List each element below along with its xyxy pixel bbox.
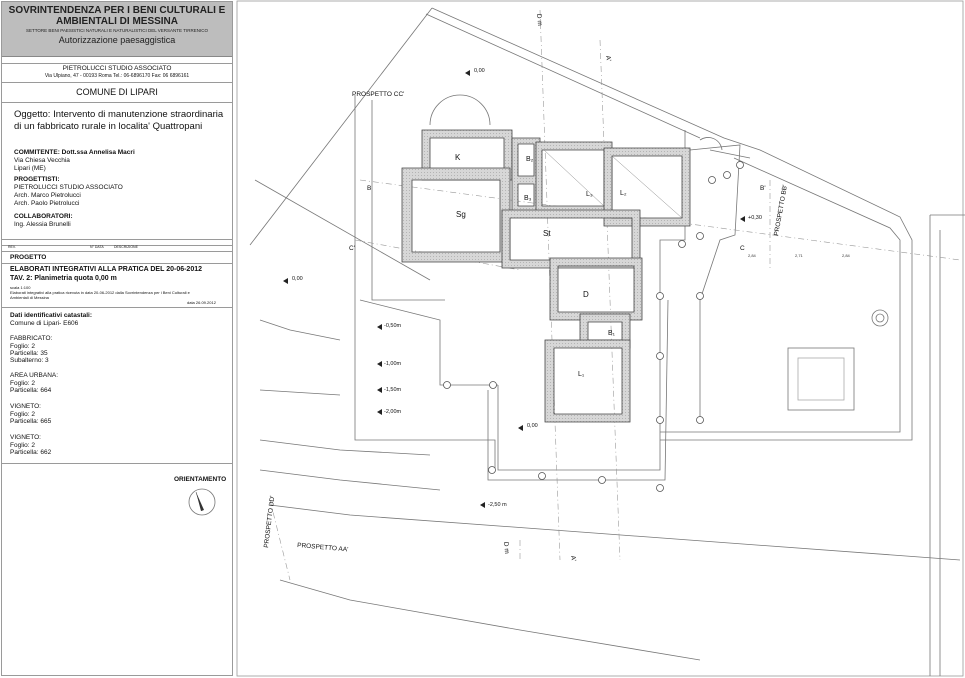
room-label-b1: B₁: [608, 330, 616, 337]
room-label-d: D: [583, 290, 589, 299]
dimension-label: 2,84: [842, 253, 850, 258]
dimension-labels: [748, 253, 851, 258]
section-d-top-label: D m: [535, 13, 544, 27]
fabbricato-title: FABBRICATO:: [10, 335, 53, 342]
section-cc-label: PROSPETTO CC': [352, 91, 405, 98]
vigneto-2-title: VIGNETO:: [10, 434, 41, 441]
level-marker: [740, 215, 762, 222]
vigneto-1-foglio: Foglio: 2: [10, 411, 35, 418]
committente-label: COMMITENTE: Dott.ssa Annelisa Macri: [14, 149, 135, 156]
svg-text:-2,00m: -2,00m: [384, 409, 402, 415]
area-urbana-particella: Particella: 664: [10, 387, 52, 394]
authority-header: [2, 2, 232, 57]
room-label-sg: Sg: [456, 210, 466, 219]
level-marker: [283, 276, 303, 284]
progettisti-arch-2: Arch. Paolo Pietrolucci: [14, 200, 80, 207]
svg-text:-1,50m: -1,50m: [384, 387, 402, 393]
level-marker: [377, 361, 402, 367]
section-cp-label: C': [349, 245, 355, 252]
divider: [2, 263, 232, 264]
section-d-bottom-label: D m: [502, 541, 511, 555]
svg-text:-2,50 m: -2,50 m: [488, 502, 507, 508]
progetto-label: PROGETTO: [10, 254, 47, 261]
vigneto-2-particella: Particella: 662: [10, 449, 52, 456]
level-marker: [480, 502, 507, 508]
integration-note-2: Ambientali di Messina: [10, 295, 49, 300]
level-marker: [377, 323, 402, 330]
orientamento-label: ORIENTAMENTO: [174, 476, 227, 483]
svg-text:+0,30: +0,30: [748, 215, 762, 221]
revision-col-date: N° DATA: [90, 245, 104, 249]
room-label-k: K: [455, 153, 461, 162]
fabbricato-subalterno: Subalterno: 3: [10, 357, 49, 364]
vigneto-2-foglio: Foglio: 2: [10, 442, 35, 449]
building-walls: [402, 130, 690, 422]
divider: [2, 307, 232, 308]
fabbricato-foglio: Foglio: 2: [10, 343, 35, 350]
area-urbana-foglio: Foglio: 2: [10, 380, 35, 387]
revision-table-top: [2, 239, 232, 240]
tavola-title: TAV. 2: Planimetria quota 0,00 m: [10, 275, 117, 282]
committente-city: Lipari (ME): [14, 165, 46, 172]
progettisti-studio: PIETROLUCCI STUDIO ASSOCIATO: [14, 184, 123, 191]
section-aa-label: PROSPETTO AA': [296, 542, 349, 554]
divider: [2, 463, 232, 464]
revision-col-rev: REV.: [8, 245, 16, 249]
room-label-b2: B₂: [526, 156, 534, 163]
level-marker: [377, 409, 402, 415]
progetto-title: ELABORATI INTEGRATIVI ALLA PRATICA DEL 20-06-2012: [10, 266, 203, 273]
title-block: [1, 1, 233, 676]
room-label-l1: L₁: [578, 371, 585, 378]
revision-table-row: [2, 251, 232, 252]
section-bp-label: B': [760, 185, 766, 192]
section-bb-label: PROSPETTO BB': [773, 184, 789, 237]
fabbricato-particella: Particella: 35: [10, 350, 48, 357]
room-label-l2: L₂: [620, 190, 627, 197]
level-marker: [465, 68, 485, 76]
level-marker: [377, 387, 402, 393]
studio-address: Via Ulpiano, 47 - 00193 Roma Tel.: 06-6896170 Fax: 06 6896161: [44, 73, 190, 79]
revision-col-description: DESCRIZIONE: [114, 245, 138, 249]
drawing-date: data 26.09.2012: [187, 300, 216, 305]
section-labels: [263, 14, 789, 562]
progettisti-label: PROGETTISTI:: [14, 176, 60, 183]
room-label-b3: B₃: [524, 195, 532, 202]
authority-line-1: SOVRINTENDENZA PER I BENI CULTURALI E: [8, 5, 226, 16]
svg-text:-1,00m: -1,00m: [384, 361, 402, 367]
collaboratori-label: COLLABORATORI:: [14, 213, 73, 220]
vigneto-1-particella: Particella: 665: [10, 418, 52, 425]
divider: [2, 102, 232, 103]
section-dd-label: PROSPETTO DD': [263, 495, 277, 549]
authority-sector: SETTORE BENI PAESISTICI NATURALI E NATURALISTICI DEL VERSANTE TIRRENICO: [26, 28, 208, 33]
divider: [2, 63, 232, 64]
dimension-label: 2,71: [795, 253, 803, 258]
vigneto-1-title: VIGNETO:: [10, 403, 41, 410]
oggetto-line-1: Oggetto: Intervento di manutenzione straordinaria: [14, 109, 224, 120]
svg-text:0,00: 0,00: [292, 276, 303, 282]
authorization-label: Autorizzazione paesaggistica: [58, 35, 176, 45]
authority-line-2: AMBIENTALI DI MESSINA: [55, 16, 179, 27]
section-b-label: B: [367, 185, 372, 192]
area-urbana-title: AREA URBANA:: [10, 372, 59, 379]
svg-text:0,00: 0,00: [527, 423, 538, 429]
site-floor-plan: [236, 0, 965, 678]
room-label-l3: L₃: [586, 191, 593, 198]
section-a-bottom-label: A': [569, 555, 577, 562]
section-a-top-label: A': [604, 55, 612, 62]
divider: [2, 82, 232, 83]
scale-note: scala 1:100: [10, 285, 31, 290]
collaboratori-name: Ing. Alessia Brunelli: [14, 221, 71, 228]
level-marker: [518, 423, 538, 431]
integration-note-1: Elaborati integrativi alla pratica ricevuta in data 20-06-2012 dalla Sovrintendenza per i Beni Culturali e: [10, 290, 190, 295]
dimension-label: 2,84: [748, 253, 756, 258]
sheet-frame: [237, 1, 963, 676]
studio-name: PIETROLUCCI STUDIO ASSOCIATO: [62, 65, 172, 72]
north-arrow-icon: [187, 487, 217, 517]
svg-text:0,00: 0,00: [474, 68, 485, 74]
oggetto-line-2: di un fabbricato rurale in localita' Quattropani: [14, 121, 203, 132]
section-c-label: C: [740, 245, 745, 252]
svg-text:-0,50m: -0,50m: [384, 323, 402, 329]
room-label-st: St: [543, 229, 551, 238]
progettisti-arch-1: Arch. Marco Pietrolucci: [14, 192, 81, 199]
comune-title: COMUNE DI LIPARI: [76, 87, 158, 97]
committente-street: Via Chiesa Vecchia: [14, 157, 70, 164]
catasto-comune: Comune di Lipari- E606: [10, 320, 79, 327]
catasto-label: Dati identificativi catastali:: [10, 312, 92, 319]
